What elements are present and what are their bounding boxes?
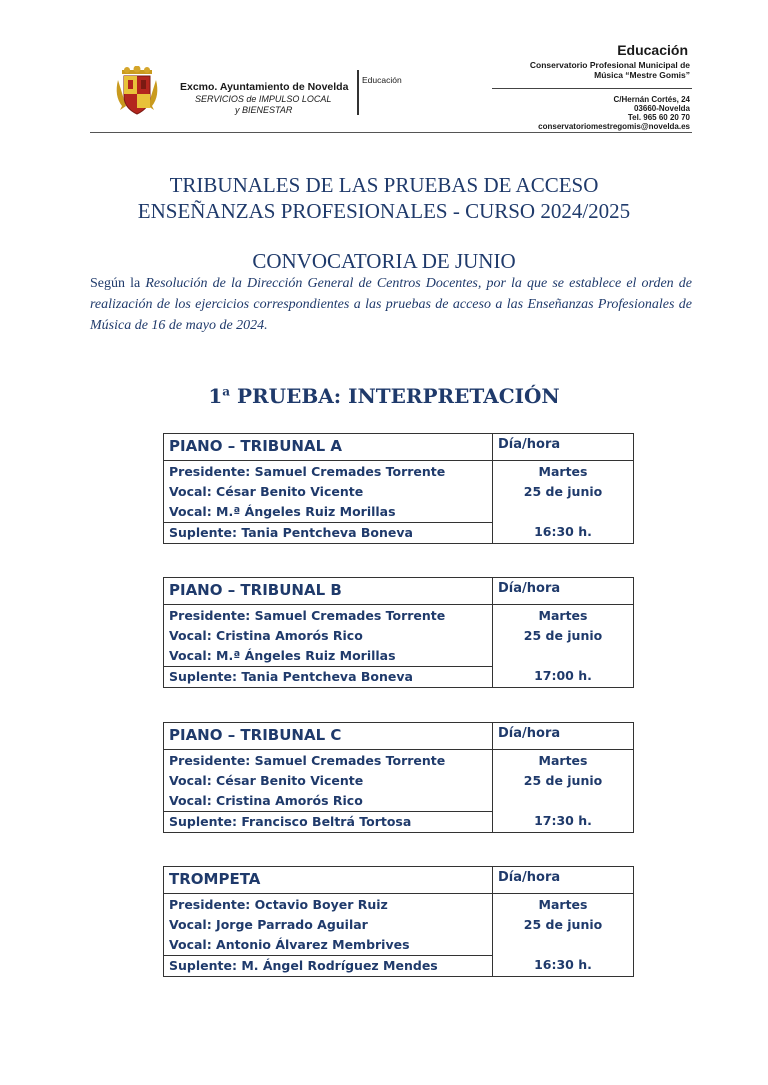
tribunal-name: PIANO – TRIBUNAL B xyxy=(164,578,493,605)
member-suplente: Suplente: M. Ángel Rodríguez Mendes xyxy=(164,956,493,977)
member-suplente: Suplente: Tania Pentcheva Boneva xyxy=(164,667,493,688)
time: 17:30 h. xyxy=(534,813,592,828)
members-cell xyxy=(164,894,493,956)
coat-of-arms-icon xyxy=(114,66,160,116)
member-vocal: Vocal: M.ª Ángeles Ruiz Morillas xyxy=(169,648,396,663)
member-vocal: Vocal: Cristina Amorós Rico xyxy=(169,628,363,643)
section-ordinal-sup: a xyxy=(222,384,231,399)
member-president: Presidente: Octavio Boyer Ruiz xyxy=(169,897,388,912)
email[interactable]: conservatoriomestregomis@novelda.es xyxy=(538,122,690,131)
when-cell xyxy=(493,461,634,544)
header-contact-rule xyxy=(492,88,692,89)
member-president: Presidente: Samuel Cremades Torrente xyxy=(169,464,446,479)
org-subtitle-2: y BIENESTAR xyxy=(235,105,293,115)
member-vocal: Vocal: César Benito Vicente xyxy=(169,773,364,788)
org-name: Excmo. Ayuntamiento de Novelda xyxy=(180,81,349,93)
header-rule xyxy=(90,132,692,133)
member-vocal: Vocal: Cristina Amorós Rico xyxy=(169,793,363,808)
member-vocal: Vocal: César Benito Vicente xyxy=(169,484,364,499)
date: 25 de junio xyxy=(523,773,603,788)
section-name: PRUEBA: INTERPRETACIÓN xyxy=(230,384,560,408)
convocatoria-title: CONVOCATORIA DE JUNIO xyxy=(252,249,516,273)
phone: Tel. 965 60 20 70 xyxy=(627,113,690,122)
postal-code: 03660-Novelda xyxy=(633,104,690,113)
day: Martes xyxy=(538,608,588,623)
tribunal-table xyxy=(163,866,634,977)
when-cell xyxy=(493,750,634,833)
department-title: Educación xyxy=(617,42,688,58)
department-label: Educación xyxy=(362,75,402,85)
org-subtitle-1: SERVICIOS de IMPULSO LOCAL xyxy=(195,94,332,104)
member-suplente: Suplente: Francisco Beltrá Tortosa xyxy=(164,812,493,833)
header-divider xyxy=(357,70,359,115)
intro-paragraph xyxy=(90,273,692,336)
tribunal-table xyxy=(163,722,634,833)
intro-prefix: Según la xyxy=(90,276,146,291)
members-cell xyxy=(164,461,493,523)
conservatory-line-1: Conservatorio Profesional Municipal de xyxy=(529,60,690,70)
when-header: Día/hora xyxy=(493,723,634,750)
time: 17:00 h. xyxy=(534,668,592,683)
address: C/Hernán Cortés, 24 xyxy=(613,95,690,104)
day: Martes xyxy=(538,753,588,768)
when-header: Día/hora xyxy=(493,867,634,894)
when-header: Día/hora xyxy=(493,434,634,461)
day: Martes xyxy=(538,464,588,479)
time: 16:30 h. xyxy=(534,524,592,539)
member-suplente: Suplente: Tania Pentcheva Boneva xyxy=(164,523,493,544)
member-president: Presidente: Samuel Cremades Torrente xyxy=(169,608,446,623)
member-vocal: Vocal: M.ª Ángeles Ruiz Morillas xyxy=(169,504,396,519)
date: 25 de junio xyxy=(523,628,603,643)
section-ordinal: 1 xyxy=(208,384,223,408)
section-title xyxy=(0,384,768,408)
member-president: Presidente: Samuel Cremades Torrente xyxy=(169,753,446,768)
members-cell xyxy=(164,750,493,812)
member-vocal: Vocal: Jorge Parrado Aguilar xyxy=(169,917,368,932)
tribunal-name: PIANO – TRIBUNAL C xyxy=(164,723,493,750)
when-header: Día/hora xyxy=(493,578,634,605)
tribunal-name: TROMPETA xyxy=(164,867,493,894)
doc-title-line-2: ENSEÑANZAS PROFESIONALES - CURSO 2024/2025 xyxy=(137,199,631,223)
doc-title-line-1: TRIBUNALES DE LAS PRUEBAS DE ACCESO xyxy=(169,173,599,197)
date: 25 de junio xyxy=(523,484,603,499)
tribunal-table xyxy=(163,433,634,544)
tribunal-name: PIANO – TRIBUNAL A xyxy=(164,434,493,461)
member-vocal: Vocal: Antonio Álvarez Membrives xyxy=(169,937,410,952)
when-cell xyxy=(493,894,634,977)
conservatory-line-2: Música “Mestre Gomis” xyxy=(594,70,690,80)
when-cell xyxy=(493,605,634,688)
day: Martes xyxy=(538,897,588,912)
date: 25 de junio xyxy=(523,917,603,932)
tribunal-table xyxy=(163,577,634,688)
members-cell xyxy=(164,605,493,667)
time: 16:30 h. xyxy=(534,957,592,972)
intro-resolution: Resolución de la Dirección General de Centros Docentes, por la que se establece el orden de realización de los ejercicios correspondientes a las pruebas de acceso a las Enseñanzas Profesionales de Música de 16 de mayo de 2024. xyxy=(90,276,692,333)
